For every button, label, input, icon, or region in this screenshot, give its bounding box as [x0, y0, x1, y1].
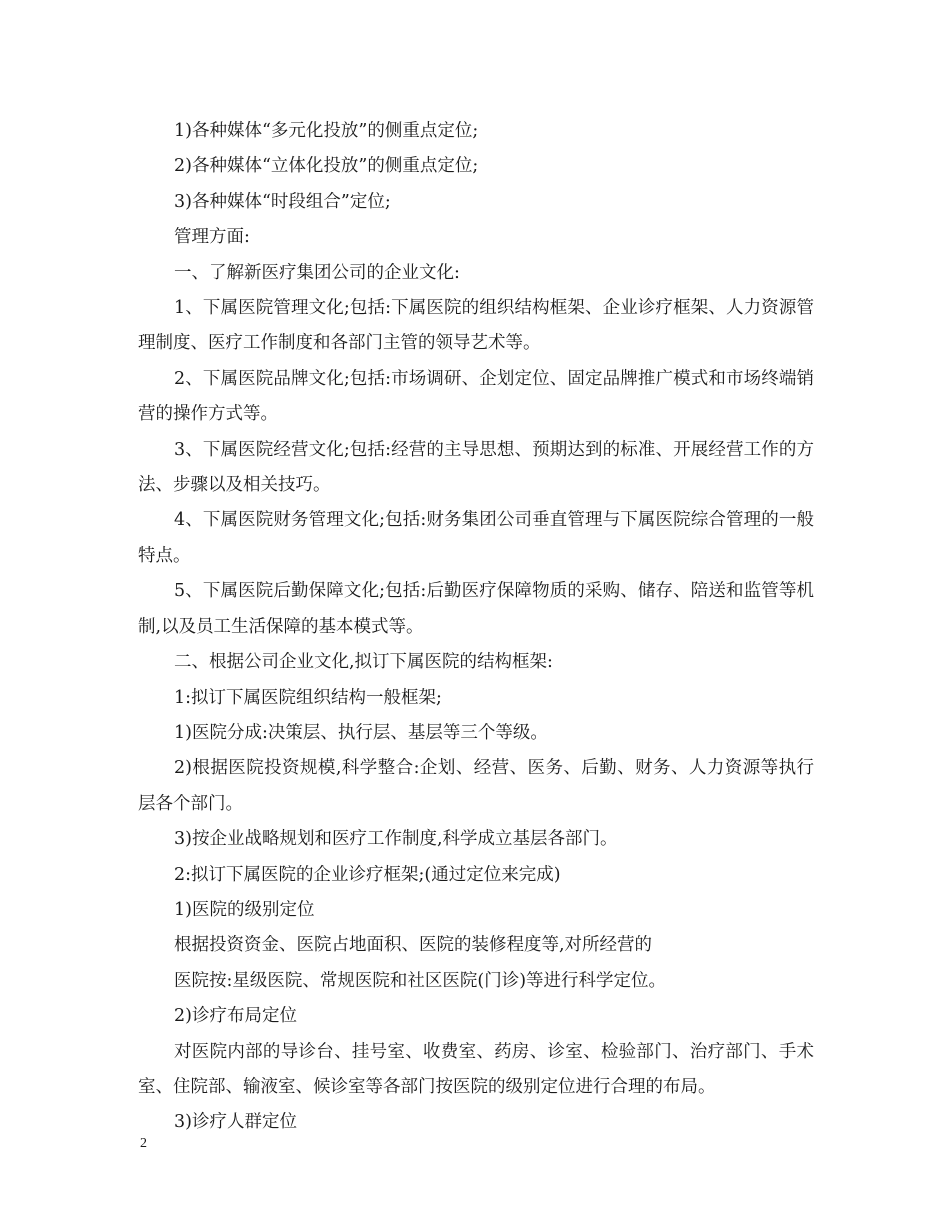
- paragraph: 1、下属医院管理文化;包括:下属医院的组织结构框架、企业诊疗框架、人力资源管理制度、医疗工作制度和各部门主管的领导艺术等。: [138, 298, 814, 354]
- paragraph: 2:拟订下属医院的企业诊疗框架;(通过定位来完成): [174, 864, 561, 885]
- paragraph: 3)诊疗人群定位: [174, 1112, 297, 1133]
- paragraph: 二、根据公司企业文化,拟订下属医院的结构框架:: [174, 652, 553, 673]
- paragraph: 1:拟订下属医院组织结构一般框架;: [174, 687, 442, 708]
- paragraph: 1)医院的级别定位: [174, 899, 315, 920]
- paragraph: 2)各种媒体“立体化投放”的侧重点定位;: [174, 156, 479, 177]
- document-body: [138, 114, 814, 1141]
- paragraph: 对医院内部的导诊台、挂号室、收费室、药房、诊室、检验部门、治疗部门、手术室、住院部、输液室、候诊室等各部门按医院的级别定位进行合理的布局。: [138, 1041, 814, 1097]
- page-number: 2: [140, 1136, 147, 1151]
- paragraph: 3)按企业战略规划和医疗工作制度,科学成立基层各部门。: [174, 829, 618, 850]
- paragraph: 医院按:星级医院、常规医院和社区医院(门诊)等进行科学定位。: [174, 970, 667, 991]
- paragraph: 5、下属医院后勤保障文化;包括:后勤医疗保障物质的采购、储存、陪送和监管等机制,以及员工生活保障的基本模式等。: [138, 581, 814, 637]
- paragraph: 管理方面:: [174, 227, 250, 248]
- paragraph: 2)诊疗布局定位: [174, 1006, 297, 1027]
- paragraph: 2)根据医院投资规模,科学整合:企划、经营、医务、后勤、财务、人力资源等执行层各个部门。: [138, 758, 814, 814]
- paragraph: 4、下属医院财务管理文化;包括:财务集团公司垂直管理与下属医院综合管理的一般特点。: [138, 510, 814, 566]
- paragraph: 1)医院分成:决策层、执行层、基层等三个等级。: [174, 722, 548, 743]
- paragraph: 2、下属医院品牌文化;包括:市场调研、企划定位、固定品牌推广模式和市场终端销营的操作方式等。: [138, 368, 814, 425]
- paragraph: 3、下属医院经营文化;包括:经营的主导思想、预期达到的标准、开展经营工作的方法、步骤以及相关技巧。: [138, 439, 814, 496]
- paragraph: 一、了解新医疗集团公司的企业文化:: [174, 262, 460, 283]
- paragraph: 1)各种媒体“多元化投放”的侧重点定位;: [174, 121, 479, 141]
- paragraph: 根据投资资金、医院占地面积、医院的装修程度等,对所经营的: [174, 935, 653, 956]
- paragraph: 3)各种媒体“时段组合”定位;: [174, 191, 391, 212]
